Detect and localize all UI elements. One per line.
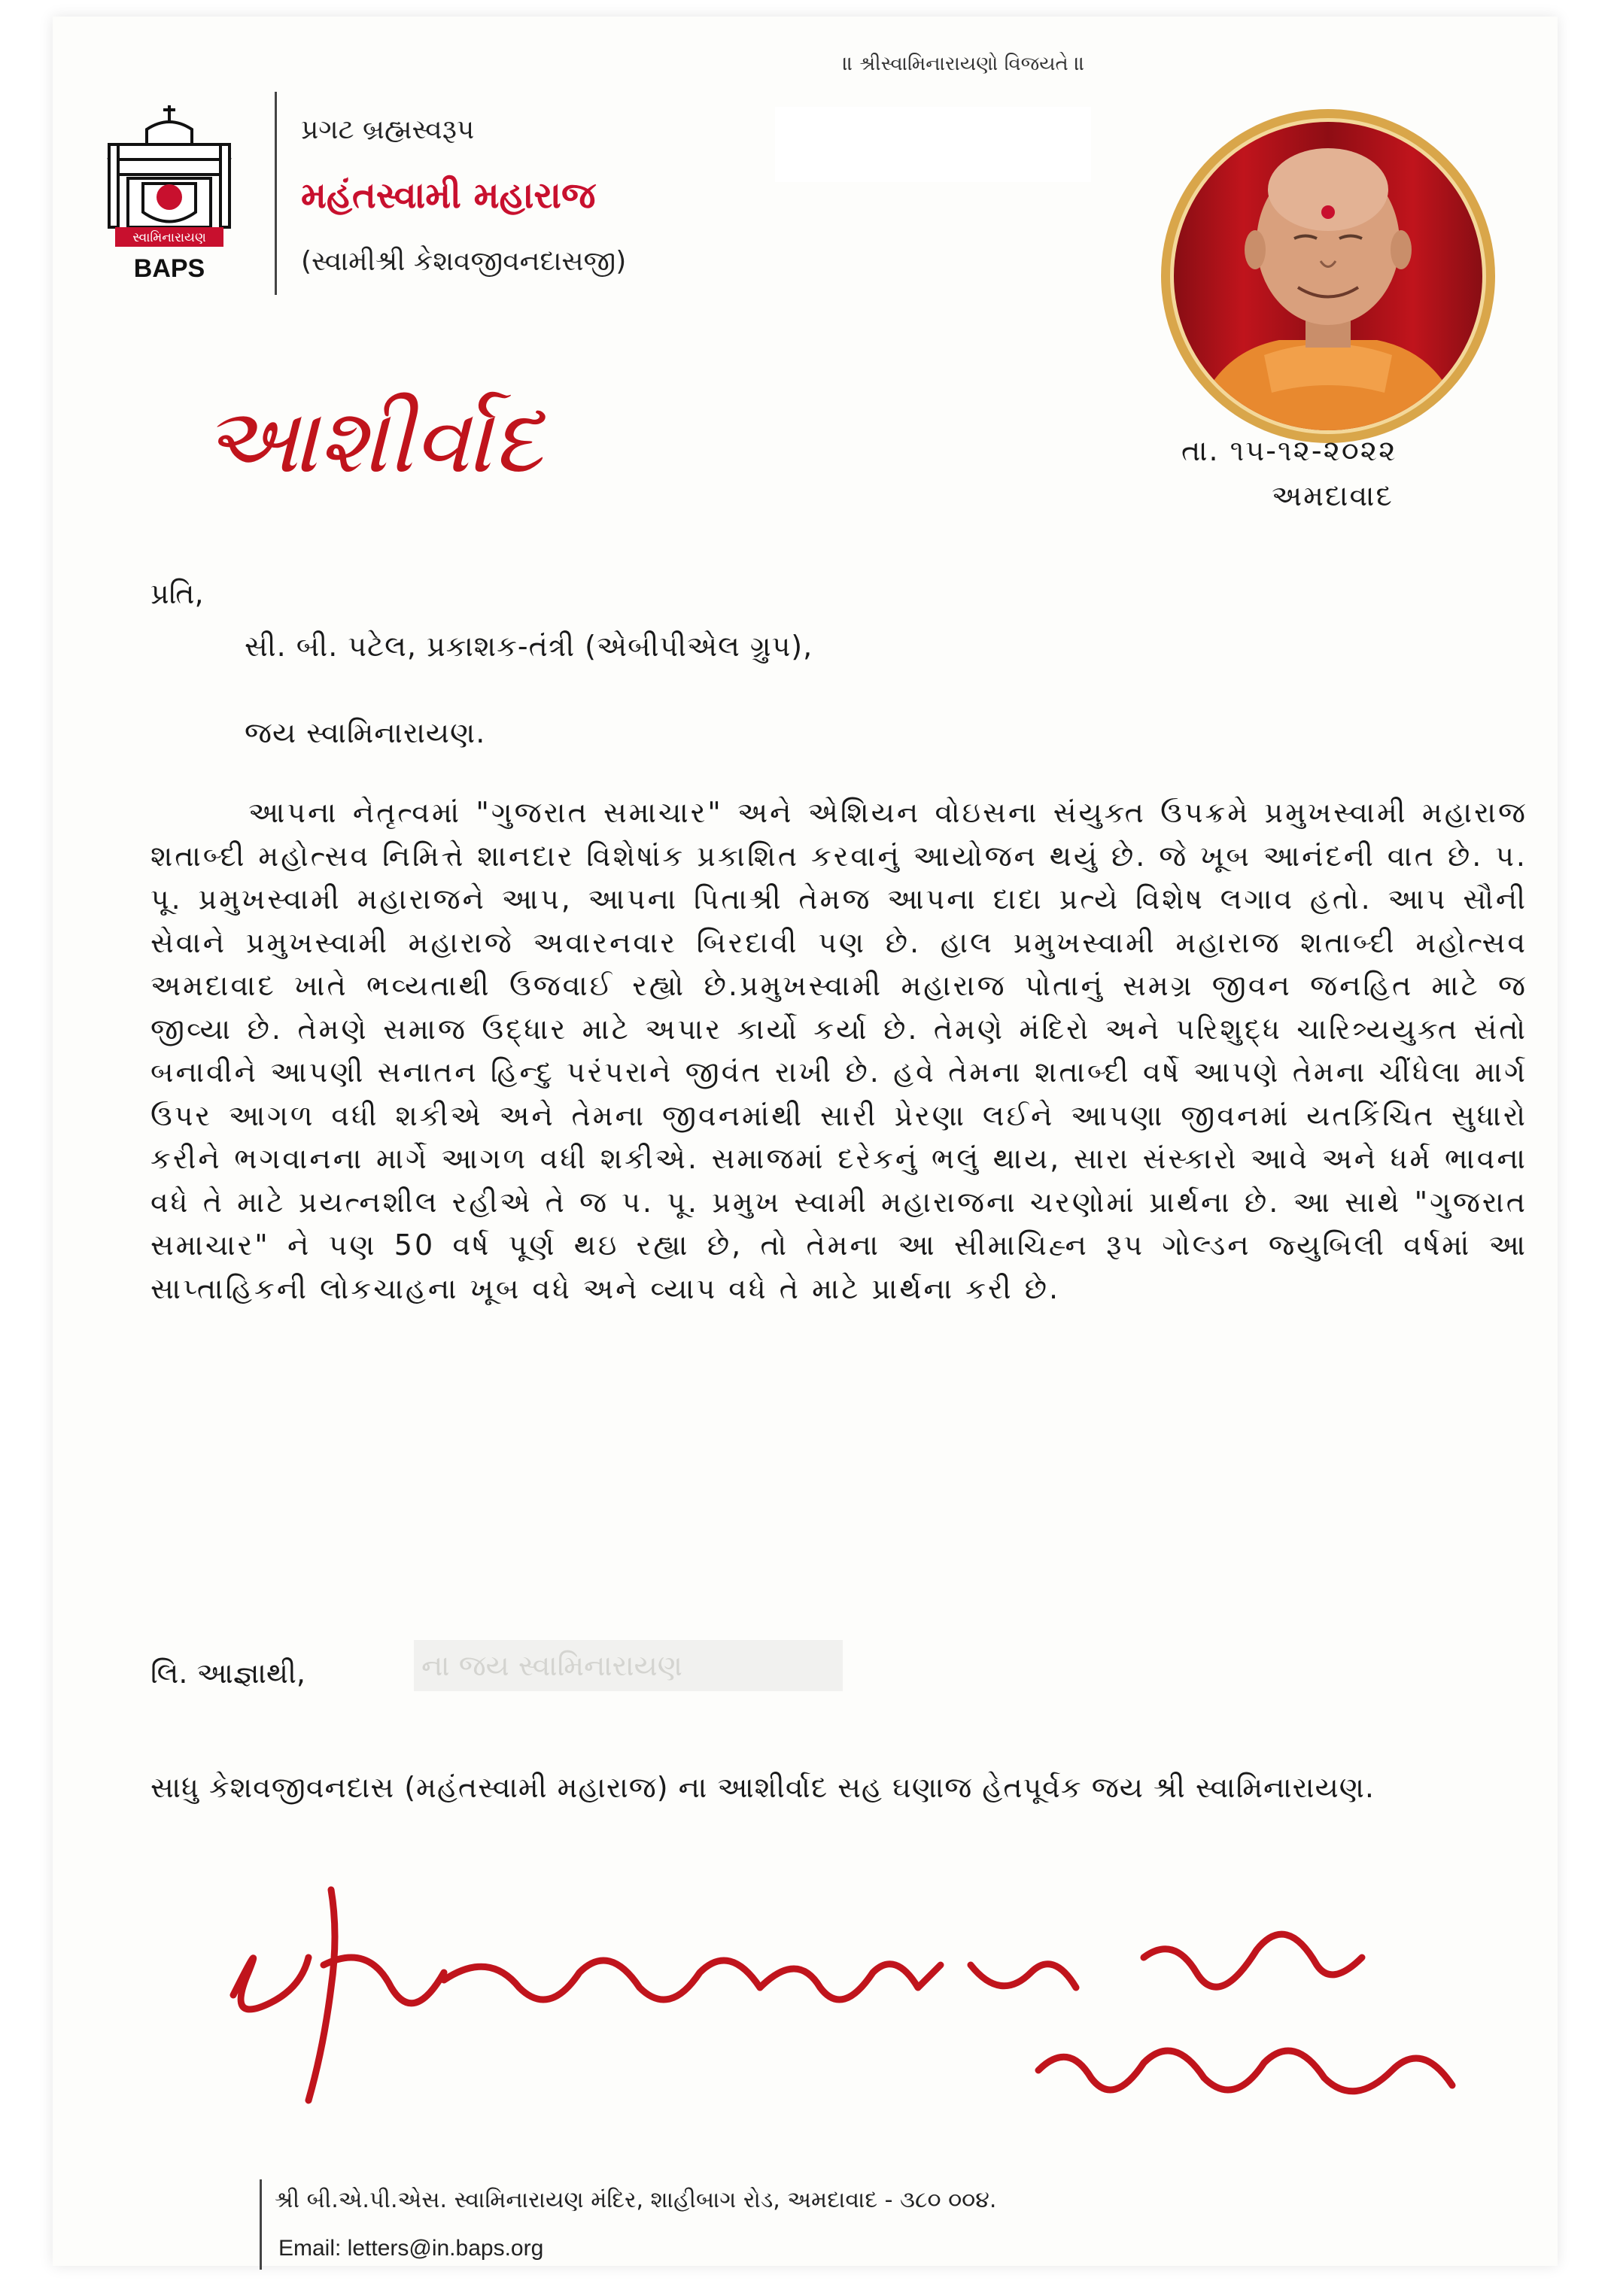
footer-email[interactable]: Email: letters@in.baps.org bbox=[278, 2236, 544, 2261]
letter-city: અમદાવાદ bbox=[1272, 479, 1394, 512]
title-handwritten bbox=[196, 378, 768, 506]
footer-address: શ્રી બી.એ.પી.એસ. સ્વામિનારાયણ મંદિર, શાહીબાગ રોડ, અમદાવાદ - ૩૮૦ ૦૦૪. bbox=[275, 2187, 997, 2213]
header-epithet: પ્રગટ બ્રહ્મસ્વરૂપ bbox=[301, 114, 475, 145]
logo-label: સ્વામિનારાયણ bbox=[132, 230, 206, 245]
header-subname: (સ્વામીશ્રી કેશવજીવનદાસજી) bbox=[301, 246, 627, 277]
handwritten-signature bbox=[218, 1875, 1467, 2183]
letter-date: તા. ૧૫-૧૨-૨૦૨૨ bbox=[1181, 434, 1397, 467]
header-name: મહંતસ્વામી મહારાજ bbox=[301, 175, 596, 217]
addressee-prefix: પ્રતિ, bbox=[150, 577, 204, 610]
invocation-line: ॥ શ્રીસ્વામિનારાયણો વિજયતે ॥ bbox=[843, 53, 1085, 75]
blank-patch bbox=[775, 107, 1091, 182]
footer-divider bbox=[260, 2179, 262, 2270]
letter-page bbox=[53, 17, 1558, 2266]
logo-brand: BAPS bbox=[133, 254, 205, 283]
baps-logo bbox=[94, 99, 245, 287]
letter-body: આપના નેતૃત્વમાં "ગુજરાત સમાચાર" અને એશિયન વોઇસના સંયુક્ત ઉપક્રમે પ્રમુખસ્વામી મહારાજ શતાબ્દી મહોત્સવ નિમિત્તે શાનદાર વિશેષાંક પ્રકાશિત કરવાનું આયોજન થયું છે. જે ખૂબ આનંદની વાત છે. પ. પૂ. પ્રમુખસ્વામી મહારાજને આપ, આપના પિતાશ્રી તેમજ આપના દાદા પ્રત્યે વિશેષ લગાવ હતો. આપ સૌની સેવાને પ્રમુખસ્વામી મહારાજે અવારનવાર બિરદાવી પણ છે. હાલ પ્રમુખસ્વામી મહારાજ શતાબ્દી મહોત્સવ અમદાવાદ ખાતે ભવ્યતાથી ઉજવાઈ રહ્યો છે.પ્રમુખસ્વામી મહારાજ પોતાનું સમગ્ર જીવન જનહિત માટે જ જીવ્યા છે. તેમણે સમાજ ઉદ્ધાર માટે અપાર કાર્યો કર્યા છે. તેમણે મંદિરો અને પરિશુદ્ધ ચારિત્ર્યયુક્ત સંતો બનાવીને આપણી સનાતન હિન્દુ પરંપરાને જીવંત રાખી છે. હવે તેમના શતાબ્દી વર્ષે આપણે તેમના ચીંધેલા માર્ગ ઉપર આગળ વધી શકીએ અને તેમના જીવનમાંથી સારી પ્રેરણા લઈને આપણા જીવનમાં યતકિંચિત સુધારો કરીને ભગવાનના માર્ગે આગળ વધી શકીએ. સમાજમાં દરેકનું ભલું થાય, સારા સંસ્કારો આવે અને ધર્મ ભાવના વધે તે માટે પ્રયત્નશીલ રહીએ તે જ પ. પૂ. પ્રમુખ સ્વામી મહારાજના ચરણોમાં પ્રાર્થના છે. આ સાથે "ગુજરાત સમાચાર" ને પણ 50 વર્ષ પૂર્ણ થઇ રહ્યા છે, તો તેમના આ સીમાચિહ્ન રૂપ ગોલ્ડન જ્યુબિલી વર્ષમાં આ સાપ્તાહિકની લોકચાહના ખૂબ વધે અને વ્યાપ વધે તે માટે પ્રાર્થના કરી છે. bbox=[150, 796, 1527, 1305]
blessing-line: સાધુ કેશવજીવનદાસ (મહંતસ્વામી મહારાજ) ના આશીર્વાદ સહ ઘણાજ હેતપૂર્વક જય શ્રી સ્વામિનારાયણ. bbox=[150, 1771, 1375, 1804]
greeting-line: જય સ્વામિનારાયણ. bbox=[245, 716, 486, 749]
sign-off-line: લિ. આજ્ઞાથી, bbox=[150, 1657, 305, 1690]
faded-stamp-text: ના જય સ્વામિનારાયણ bbox=[414, 1640, 843, 1691]
portrait-image bbox=[1159, 107, 1497, 445]
header-divider bbox=[275, 92, 277, 295]
recipient-line: સી. બી. પટેલ, પ્રકાશક-તંત્રી (એબીપીએલ ગ્રુપ), bbox=[245, 630, 813, 663]
title-text: આશીર્વાદ bbox=[203, 389, 543, 494]
